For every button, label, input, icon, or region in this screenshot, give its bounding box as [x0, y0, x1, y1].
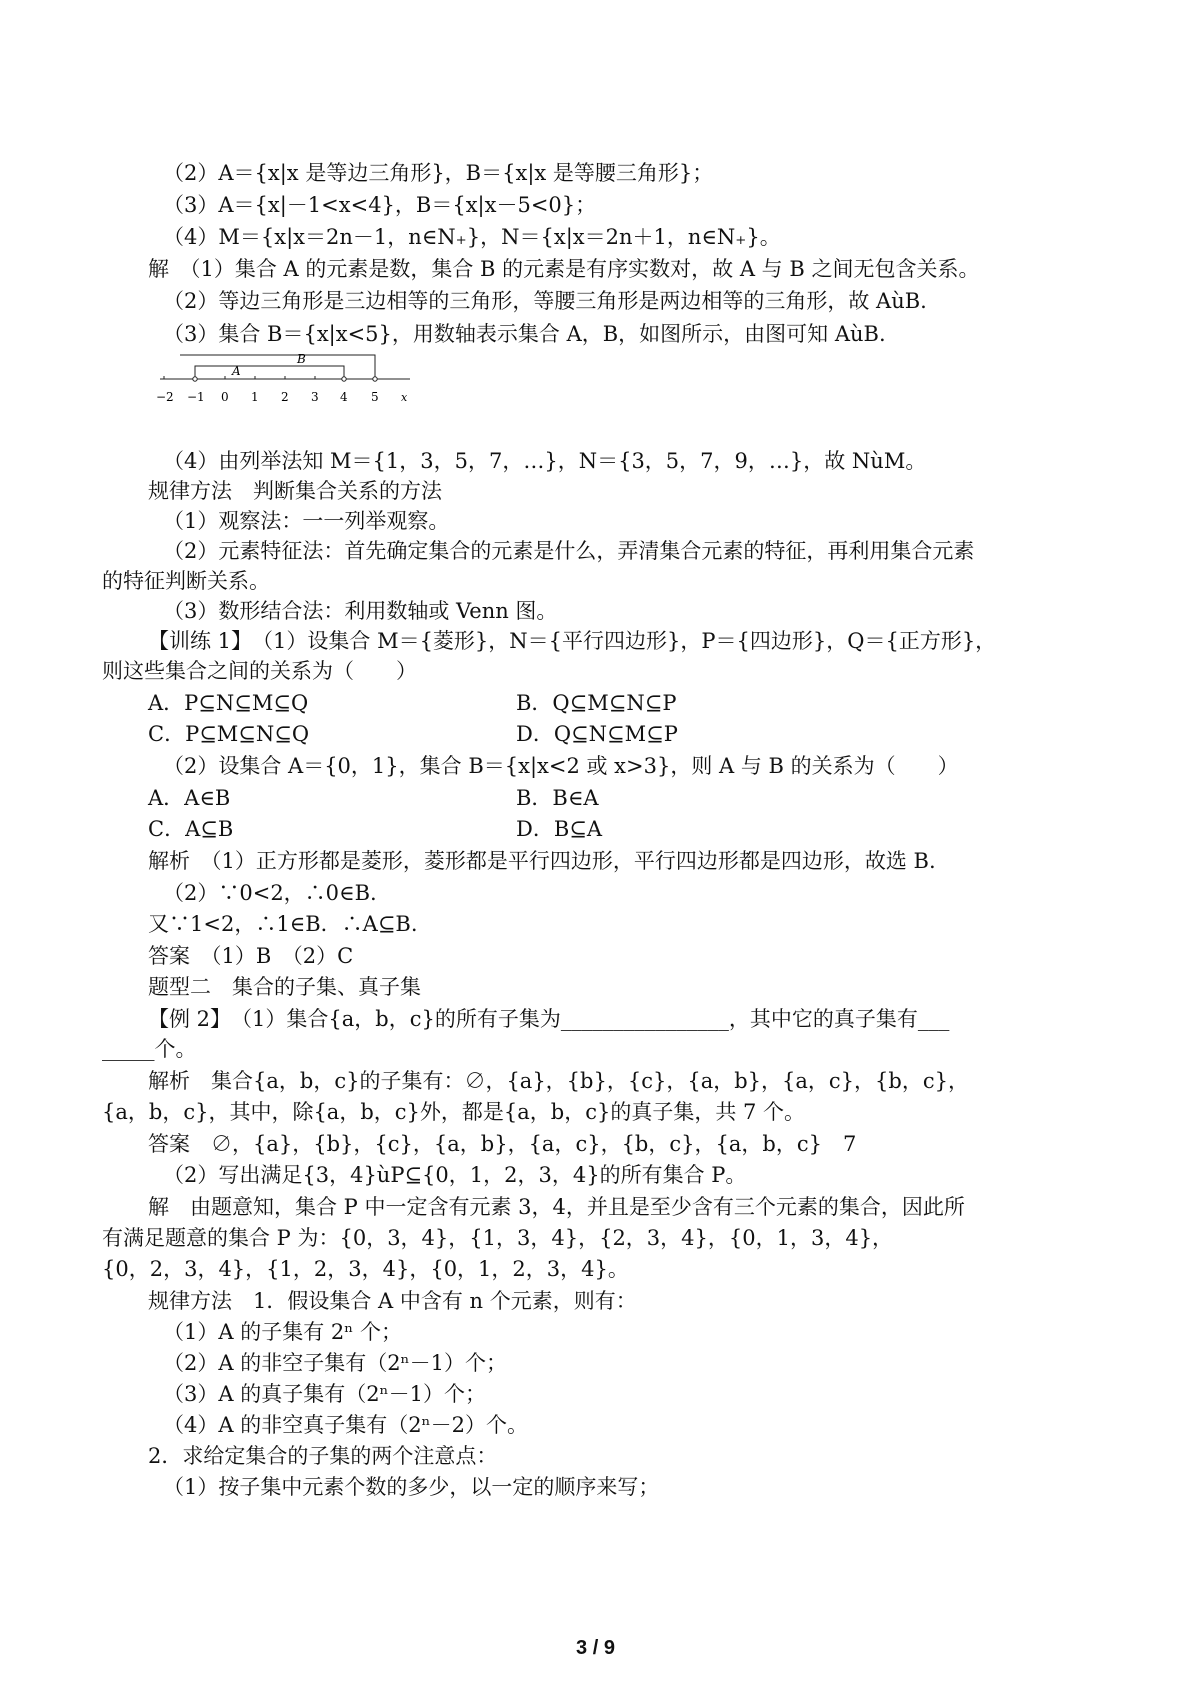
tick-label: −1	[187, 390, 205, 404]
text-line: 解 由题意知，集合 P 中一定含有元素 3，4，并且是至少含有三个元素的集合，因此所	[148, 1195, 965, 1219]
text-line: （3）A 的真子集有（2ⁿ－1）个；	[163, 1382, 487, 1406]
section-heading: 规律方法 1．假设集合 A 中含有 n 个元素，则有：	[148, 1289, 637, 1313]
text-line: {0，2，3，4}，{1，2，3，4}，{0，1，2，3，4}。	[102, 1257, 629, 1281]
tick-label: 3	[311, 390, 319, 404]
section-heading: 题型二 集合的子集、真子集	[148, 975, 421, 999]
tick-label: 5	[371, 390, 379, 404]
text-line: 解析 （1）正方形都是菱形，菱形都是平行四边形，平行四边形都是四边形，故选 B.	[148, 849, 936, 873]
text-line: （1）A 的子集有 2ⁿ 个；	[163, 1320, 402, 1344]
option-d: D．Q⊆N⊆M⊆P	[516, 722, 678, 746]
exercise-heading: 【训练 1】 （1）设集合 M＝{菱形}，N＝{平行四边形}，P＝{四边形}，Q＝{正方形}，	[148, 629, 997, 653]
text-line: 有满足题意的集合 P 为：{0，3，4}，{1，3，4}，{2，3，4}，{0，1，3，4}，	[102, 1226, 894, 1250]
option-a: A．A∈B	[148, 786, 231, 810]
text-line: _____个。	[102, 1037, 197, 1061]
text-line: （1）观察法：一一列举观察。	[163, 509, 450, 533]
text-line: {a，b，c}，其中，除{a，b，c}外，都是{a，b，c}的真子集，共 7 个。	[102, 1100, 806, 1124]
text-line: （3）数形结合法：利用数轴或 Venn 图。	[163, 599, 558, 623]
page-number: 3 / 9	[576, 1637, 615, 1659]
text-line: （1）按子集中元素个数的多少，以一定的顺序来写；	[163, 1475, 660, 1499]
text-line: 2．求给定集合的子集的两个注意点：	[148, 1444, 498, 1468]
axis-variable-label: x	[401, 391, 408, 404]
tick-label: −2	[156, 390, 174, 404]
option-c: C．A⊆B	[148, 817, 234, 841]
tick-label: 0	[221, 390, 229, 404]
number-line-figure	[156, 352, 440, 410]
text-line: （2）等边三角形是三边相等的三角形，等腰三角形是两边相等的三角形，故 AùB.	[163, 289, 927, 313]
option-d: D．B⊆A	[516, 817, 603, 841]
example-heading: 【例 2】 （1）集合{a，b，c}的所有子集为________________，其中它的真子集有___	[148, 1007, 950, 1031]
tick-label: 2	[281, 390, 289, 404]
text-line: 又∵1<2，∴1∈B．∴A⊆B.	[148, 912, 418, 936]
text-line: （2）元素特征法：首先确定集合的元素是什么，弄清集合元素的特征，再利用集合元素	[163, 539, 975, 563]
section-heading: 规律方法 判断集合关系的方法	[148, 479, 442, 503]
option-a: A．P⊆N⊆M⊆Q	[148, 691, 309, 715]
text-line: 解析 集合{a，b，c}的子集有：∅，{a}，{b}，{c}，{a，b}，{a，c}，{b，c}，	[148, 1069, 969, 1093]
text-line: （2）A＝{x|x 是等边三角形}，B＝{x|x 是等腰三角形}；	[163, 161, 714, 185]
text-line: （2）写出满足{3，4}ùP⊆{0，1，2，3，4}的所有集合 P。	[163, 1163, 747, 1187]
text-line: （2）A 的非空子集有（2ⁿ－1）个；	[163, 1351, 508, 1375]
text-line: （4）M＝{x|x＝2n－1，n∈N₊}，N＝{x|x＝2n＋1，n∈N₊}。	[163, 225, 781, 249]
text-line: （4）A 的非空真子集有（2ⁿ－2）个。	[163, 1413, 529, 1437]
answer-line: 答案 ∅，{a}，{b}，{c}，{a，b}，{a，c}，{b，c}，{a，b，c} 7	[148, 1132, 857, 1156]
text-line: （3）集合 B＝{x|x<5}，用数轴表示集合 A，B，如图所示，由图可知 AùB.	[163, 322, 886, 346]
tick-label: 1	[251, 390, 259, 404]
set-b-label: B	[297, 352, 306, 366]
text-line: （4）由列举法知 M＝{1，3，5，7，…}，N＝{3，5，7，9，…}，故 NùM。	[163, 449, 927, 473]
text-line: 则这些集合之间的关系为（ ）	[102, 659, 417, 683]
text-line: （2）∵0<2，∴0∈B.	[163, 881, 377, 905]
option-b: B．Q⊆M⊆N⊆P	[516, 691, 677, 715]
text-line: 的特征判断关系。	[102, 569, 270, 593]
text-line: （2）设集合 A＝{0，1}，集合 B＝{x|x<2 或 x>3}，则 A 与 B 的关系为（ ）	[163, 754, 959, 778]
tick-label: 4	[340, 390, 348, 404]
set-a-label: A	[232, 364, 241, 378]
option-c: C．P⊆M⊆N⊆Q	[148, 722, 310, 746]
text-line: 解 （1）集合 A 的元素是数，集合 B 的元素是有序实数对，故 A 与 B 之间无包含关系。	[148, 257, 980, 281]
answer-line: 答案 （1）B （2）C	[148, 944, 354, 968]
text-line: （3）A＝{x|－1<x<4}，B＝{x|x－5<0}；	[163, 193, 597, 217]
option-b: B．B∈A	[516, 786, 599, 810]
